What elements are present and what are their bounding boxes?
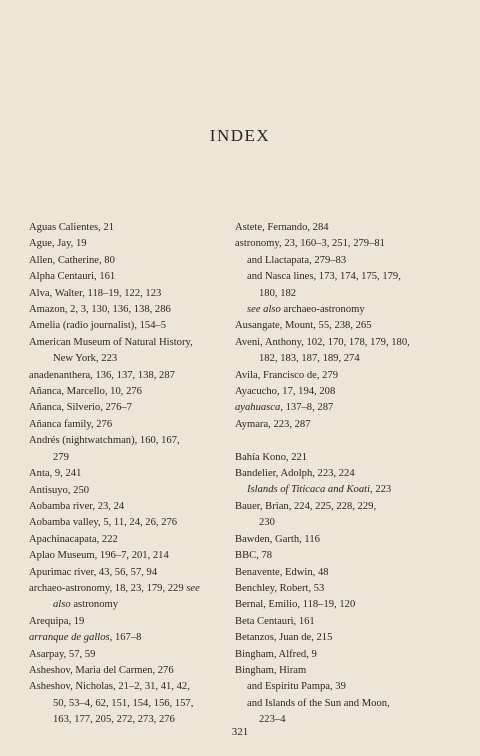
index-entry: Aobamba river, 23, 24 bbox=[29, 500, 125, 512]
page-title: INDEX bbox=[209, 126, 271, 145]
index-entry: Apachinacapata, 222 bbox=[29, 533, 118, 545]
index-entry: 180, 182 bbox=[259, 287, 297, 299]
index-entry: Bingham, Alfred, 9 bbox=[235, 648, 317, 660]
index-entry: Asheshov, Maria del Carmen, 276 bbox=[29, 664, 174, 676]
index-entry: Antisuyo, 250 bbox=[29, 484, 90, 496]
index-entry: Aveni, Anthony, 102, 170, 178, 179, 180, bbox=[235, 336, 410, 348]
index-entry: and Espíritu Pampa, 39 bbox=[247, 681, 346, 693]
index-entry: 223–4 bbox=[259, 714, 286, 726]
index-entry: American Museum of Natural History, bbox=[29, 336, 193, 348]
index-entry: Aguas Calientes, 21 bbox=[29, 222, 115, 233]
index-entry: Amelia (radio journalist), 154–5 bbox=[29, 320, 167, 332]
index-entry: see also archaeo-astronomy bbox=[247, 304, 365, 316]
index-entry: Aobamba valley, 5, 11, 24, 26, 276 bbox=[29, 517, 178, 529]
index-entry: ayahuasca, 137–8, 287 bbox=[235, 402, 334, 414]
index-entry: BBC, 78 bbox=[235, 550, 273, 562]
index-entry: Islands of Titicaca and Koati, 223 bbox=[247, 484, 392, 496]
index-entry: 279 bbox=[53, 451, 69, 463]
index-entry: 182, 183, 187, 189, 274 bbox=[259, 353, 360, 365]
index-entry: and Nasca lines, 173, 174, 175, 179, bbox=[247, 271, 401, 283]
index-entry: archaeo-astronomy, 18, 23, 179, 229 see bbox=[29, 582, 200, 594]
index-entry: Ague, Jay, 19 bbox=[29, 238, 87, 250]
index-left-column bbox=[29, 220, 234, 729]
index-entry: Bawden, Garth, 116 bbox=[235, 533, 320, 545]
index-entry: astronomy, 23, 160–3, 251, 279–81 bbox=[235, 238, 385, 250]
index-entry: Bingham, Hiram bbox=[235, 664, 307, 676]
index-entry: Asarpay, 57, 59 bbox=[29, 648, 96, 660]
index-entry: Apurimac river, 43, 56, 57, 94 bbox=[29, 566, 158, 578]
index-entry: Añanca family, 276 bbox=[29, 418, 113, 430]
index-entry: Bahía Kono, 221 bbox=[235, 451, 308, 463]
index-entry: Bandelier, Adolph, 223, 224 bbox=[235, 468, 355, 480]
page-number: 321 bbox=[231, 726, 249, 738]
index-entry: Añanca, Marcello, 10, 276 bbox=[29, 386, 142, 398]
index-entry: Añanca, Silverio, 276–7 bbox=[29, 402, 132, 414]
index-entry: Ausangate, Mount, 55, 238, 265 bbox=[235, 320, 372, 332]
index-entry: Ayacucho, 17, 194, 208 bbox=[235, 386, 336, 398]
index-entry: anadenanthera, 136, 137, 138, 287 bbox=[29, 369, 175, 381]
index-entry: Aplao Museum, 196–7, 201, 214 bbox=[29, 550, 169, 562]
index-entry: New York, 223 bbox=[53, 353, 118, 365]
index-right-column bbox=[235, 220, 460, 729]
index-entry: Betanzos, Juan de, 215 bbox=[235, 632, 333, 644]
index-entry: 230 bbox=[259, 517, 275, 529]
index-entry: Anta, 9, 241 bbox=[29, 468, 82, 480]
index-entry: Amazon, 2, 3, 130, 136, 138, 286 bbox=[29, 304, 171, 316]
index-entry: 163, 177, 205, 272, 273, 276 bbox=[53, 714, 175, 726]
letter-section-gap bbox=[235, 433, 460, 449]
index-entry: Bernal, Emilio, 118–19, 120 bbox=[235, 599, 356, 611]
index-entry: and Llactapata, 279–83 bbox=[247, 254, 347, 266]
index-entry: Alpha Centauri, 161 bbox=[29, 271, 116, 283]
index-entry: Benchley, Robert, 53 bbox=[235, 582, 325, 594]
index-entry: Aymara, 223, 287 bbox=[235, 418, 311, 430]
index-entry: Asheshov, Nicholas, 21–2, 31, 41, 42, bbox=[29, 681, 190, 693]
index-entry: and Islands of the Sun and Moon, bbox=[247, 697, 390, 709]
index-entry: Bauer, Brian, 224, 225, 228, 229, bbox=[235, 500, 377, 512]
index-entry: arranque de gallos, 167–8 bbox=[29, 632, 142, 644]
index-entry: 50, 53–4, 62, 151, 154, 156, 157, bbox=[53, 697, 194, 709]
index-entry: Andrés (nightwatchman), 160, 167, bbox=[29, 435, 180, 447]
index-entry: Arequipa, 19 bbox=[29, 615, 85, 627]
index-entry: Alva, Walter, 118–19, 122, 123 bbox=[29, 287, 162, 299]
index-entry: Astete, Fernando, 284 bbox=[235, 222, 329, 233]
index-entry: also astronomy bbox=[53, 599, 119, 611]
index-entry: Avila, Francisco de, 279 bbox=[235, 369, 339, 381]
index-entry: Allen, Catherine, 80 bbox=[29, 254, 115, 266]
index-entry: Benavente, Edwin, 48 bbox=[235, 566, 329, 578]
index-entry: Beta Centauri, 161 bbox=[235, 615, 315, 627]
